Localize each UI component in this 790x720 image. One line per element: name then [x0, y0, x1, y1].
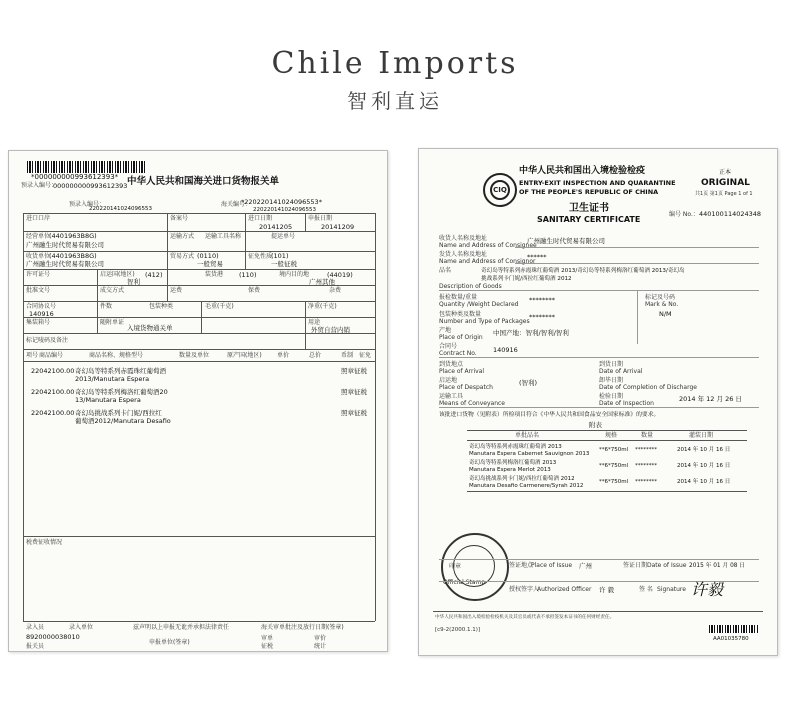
record-label: 备案号	[170, 215, 189, 222]
brand-title: Chile Imports	[271, 46, 519, 81]
annex-row-1-en: Manutara Espera Cabernet Sauvignon 2013	[469, 451, 590, 457]
net-label: 净重(千克)	[308, 303, 337, 310]
reviewer-label: 审单	[261, 635, 274, 642]
annex-row-3-qty: ********	[635, 479, 657, 485]
annex-row-1-qty: ********	[635, 447, 657, 453]
consignee-name: 广州融生时代贸易有限公司	[26, 241, 104, 249]
col-name: 商品名称、规格型号	[89, 352, 144, 359]
annex-row-2-qty: ********	[635, 463, 657, 469]
conveyance-en: Means of Conveyance	[439, 400, 505, 407]
officer-val: 许 毅	[599, 586, 615, 594]
customs-note: 海关审单批注及放行日期(签章)	[261, 624, 344, 631]
brand-header	[0, 46, 790, 114]
pack-cn: 包装种类及数量	[439, 311, 482, 318]
annex-col-qty: 数量	[641, 432, 654, 439]
col-cur: 币制	[341, 352, 354, 359]
col-code: 商品编号	[39, 352, 64, 359]
marks-label: 标记唛码及备注	[26, 337, 69, 344]
bl-label: 提运单号	[271, 233, 296, 240]
annex-row-2-cn: 奇幻岛等特系列梅洛红葡萄酒 2013	[469, 460, 557, 466]
customs-barcode-text: *000000000993612393*	[31, 173, 119, 181]
discharge-cn: 卸毕日期	[599, 377, 624, 384]
marks-en: Mark & No.	[645, 301, 679, 308]
discharge-en: Date of Completion of Discharge	[599, 384, 697, 391]
customs-no: 000000000993612393	[53, 182, 128, 190]
receiver-name: 广州融生时代贸易有限公司	[26, 260, 104, 268]
entry-person-label: 录入员	[26, 624, 45, 631]
consignee-cn: 收货人名称及地址	[439, 235, 488, 242]
pack-val: ********	[529, 313, 555, 321]
customs-title: 中华人民共和国海关进口货物报关单	[127, 176, 280, 187]
qty-val: ********	[529, 296, 555, 304]
item-1-code: 22042100.00	[31, 367, 75, 375]
issue-date-en: Date of Issue	[647, 562, 687, 569]
item-2-name2: 13/Manutara Espera	[75, 396, 141, 404]
vessel-label: 运输工具名称	[205, 233, 242, 240]
annex-col-name: 单批品名	[515, 432, 540, 439]
license-label: 许可证号	[26, 271, 51, 278]
item-2-code: 22042100.00	[31, 388, 75, 396]
annex-col-date: 灌装日期	[689, 432, 714, 439]
seal-en: Official Stamp	[443, 579, 486, 586]
pieces-label: 件数	[100, 303, 113, 310]
arrival-date-cn: 到货日期	[599, 361, 624, 368]
issue-place-en: Place of Issue	[531, 562, 573, 569]
hdr-no: 220220141024096553	[253, 207, 316, 213]
item-2-levy: 照章征税	[341, 388, 367, 396]
consignee-val: 广州融生时代贸易有限公司	[527, 237, 605, 245]
dest-val: 广州其他	[309, 278, 335, 286]
issue-place: 广州	[579, 562, 592, 570]
annex-row-1-date: 2014 年 10 月 16 日	[677, 447, 731, 453]
goods-val2: 挑战系列卡门妮/西拉红葡萄酒 2012	[481, 276, 572, 282]
qty-en: Quantity /Weight Declared	[439, 301, 519, 308]
gross-label: 毛重(千克)	[205, 303, 234, 310]
docs-val: 入境货物通关单	[127, 324, 173, 332]
consignee-label: 经营单位	[26, 233, 51, 240]
trade-code: (0110)	[197, 252, 219, 260]
declare-unit: 申报单位(签章)	[149, 639, 190, 646]
col-total: 总价	[309, 352, 322, 359]
consignor-cn: 发货人名称及地址	[439, 251, 488, 258]
freight-label: 运费	[170, 287, 183, 294]
dest-code: (44019)	[327, 271, 353, 279]
col-price: 单价	[277, 352, 290, 359]
levy-val: 一般征税	[271, 260, 297, 268]
goods-en: Description of Goods	[439, 283, 502, 290]
annex-row-1-cn: 奇幻岛等特系列赤霞珠红葡萄酒 2013	[469, 444, 562, 450]
origin-val: 智利	[127, 278, 140, 286]
cert-no-label: 编号 No.：	[669, 211, 699, 218]
issue-place-cn: 签证地点	[509, 562, 534, 569]
entry-code: 8920000038010	[26, 633, 80, 641]
receiver-code: (4401963B8G)	[49, 252, 97, 260]
col-levy: 征免	[359, 352, 372, 359]
pricing-label: 审价	[314, 635, 327, 642]
port-label: 进口口岸	[26, 215, 51, 222]
consignee-en: Name and Address of Consignee	[439, 242, 537, 249]
approval-label: 批准文号	[26, 287, 51, 294]
origin-code: (412)	[145, 271, 163, 279]
item-3-code: 22042100.00	[31, 409, 75, 417]
contract-val: 140916	[493, 346, 518, 354]
doc-title-en: SANITARY CERTIFICATE	[537, 215, 641, 224]
signature-en: Signature	[657, 586, 686, 593]
annex-col-spec: 规格	[605, 432, 618, 439]
port-load-code: (110)	[239, 271, 257, 279]
contract-val: 140916	[29, 310, 54, 318]
annex-row-1-spec: **6*750ml	[599, 447, 629, 453]
cert-title-cn: 中华人民共和国出入境检验检疫	[519, 166, 646, 176]
col-qty: 数量及单位	[179, 352, 210, 359]
item-1-levy: 照章征税	[341, 367, 367, 375]
result-text: 该批进口货物（见附表）所检项目符合《中华人民共和国食品安全国家标准》的要求。	[439, 412, 660, 418]
stats-label: 统计	[314, 643, 327, 650]
handwritten-signature: 许毅	[691, 580, 724, 599]
annex-label: 附表	[589, 421, 602, 429]
import-date: 20141205	[259, 223, 293, 231]
port-load-label: 装货港	[205, 271, 224, 278]
item-2-name1: 奇幻岛等特系列梅洛红葡萄酒20	[75, 388, 168, 396]
statement: 兹声明以上申报无讹并承担法律责任	[133, 624, 230, 631]
arrival-place-cn: 到货地点	[439, 361, 464, 368]
cert-no: 440100114024348	[699, 210, 762, 218]
col-country: 原产国(地区)	[227, 352, 262, 359]
despatch-en: Place of Despatch	[439, 384, 493, 391]
inspect-date-en: Date of Inspection	[599, 400, 654, 407]
container-label: 集装箱号	[26, 319, 51, 326]
inspect-date-cn: 检验日期	[599, 393, 624, 400]
annex-row-2-spec: **6*750ml	[599, 463, 629, 469]
annex-row-3-en: Manutara Desafio Carmenere/Syrah 2012	[469, 483, 584, 489]
issue-date-cn: 签证日期	[623, 562, 648, 569]
consignor-en: Name and Address of Consignor	[439, 258, 536, 265]
arrival-place-en: Place of Arrival	[439, 368, 485, 375]
item-3-name1: 奇幻岛挑战系列卡门妮/西拉红	[75, 409, 162, 417]
contract-label: 合同协议号	[26, 303, 57, 310]
declare-no-barcode: *220220141024096553*	[241, 198, 322, 206]
ciq-emblem-text: CIQ	[490, 180, 510, 200]
pack-en: Number and Type of Packages	[439, 318, 530, 325]
col-item: 项号	[26, 352, 39, 359]
pack-label: 包装种类	[149, 303, 174, 310]
declarant-label: 报关员	[26, 643, 45, 650]
record-no: 220220141024096553	[89, 206, 152, 212]
consignee-code: (4401963B8G)	[49, 232, 97, 240]
contract-en: Contract No.	[439, 350, 477, 357]
contract-cn: 合同号	[439, 343, 458, 350]
trade-val: 一般贸易	[197, 260, 223, 268]
despatch-cn: 启运地	[439, 377, 458, 384]
import-date-label: 进口日期	[248, 215, 273, 222]
declare-date: 20141209	[321, 223, 355, 231]
cert-title-en1: ENTRY-EXIT INSPECTION AND QUARANTINE	[519, 179, 676, 187]
origin-cn: 产地	[439, 327, 452, 334]
marks-val: N/M	[659, 310, 672, 318]
item-3-name2: 葡萄酒2012/Manutara Desafio	[75, 417, 171, 425]
officer-cn: 授权签字人	[509, 586, 540, 593]
goods-val1: 奇幻岛等特系列赤霞珠红葡萄酒 2013/奇幻岛等特系列梅洛红葡萄酒 2013/奇幻岛	[481, 268, 685, 274]
ciq-emblem	[483, 173, 517, 207]
docs-label: 随附单证	[100, 319, 125, 326]
conveyance-cn: 运输工具	[439, 393, 464, 400]
levy-tax-label: 征税	[261, 643, 274, 650]
goods-cn: 品名	[439, 267, 452, 274]
consignor-val: ******	[527, 253, 547, 261]
annex-row-3-spec: **6*750ml	[599, 479, 629, 485]
item-1-name2: 2013/Manutara Espera	[75, 375, 150, 383]
origin-en: Place of Origin	[439, 334, 483, 341]
premium-label: 保费	[248, 287, 261, 294]
cert-footer: 中华人民共和国出入境检验检疫机关及其官员或代表不承担签发本证书的任何财经责任。	[435, 615, 615, 620]
qty-cn: 报检数量/重量	[439, 294, 478, 301]
use-val: 外贸自营内销	[311, 326, 350, 334]
doc-title-cn: 卫生证书	[569, 203, 609, 214]
annex-row-2-date: 2014 年 10 月 16 日	[677, 463, 731, 469]
origin-label: 启运国(地区)	[100, 271, 135, 278]
annex-row-3-cn: 奇幻岛挑战系列卡门妮/西拉红葡萄酒 2012	[469, 476, 575, 482]
levy-label: 征免性质	[248, 253, 273, 260]
hdr-no-label: 海关编号：	[221, 201, 252, 208]
record-no-label: 预录入编号：	[69, 201, 106, 208]
marks-cn: 标记及号码	[645, 294, 676, 301]
receiver-label: 收货单位	[26, 253, 51, 260]
original-cn: 正本	[719, 169, 732, 176]
prefill-no-label: 预录入编号：	[21, 182, 58, 189]
levy-code: (101)	[271, 252, 289, 260]
misc-label: 杂费	[329, 287, 342, 294]
declare-date-label: 申报日期	[308, 215, 333, 222]
page-info: 共1页 第1页 Page 1 of 1	[695, 191, 753, 197]
original-en: ORIGINAL	[701, 178, 750, 188]
entry-unit-label: 录入单位	[69, 624, 94, 631]
tax-label: 税费征收情况	[26, 539, 63, 546]
despatch-val: (智利)	[519, 379, 538, 387]
trade-label: 贸易方式	[170, 253, 195, 260]
arrival-date-en: Date of Arrival	[599, 368, 643, 375]
customs-declaration-scan	[8, 150, 388, 652]
sanitary-certificate-scan	[418, 148, 778, 656]
cert-title-en2: OF THE PEOPLE'S REPUBLIC OF CHINA	[519, 188, 659, 196]
signature-cn: 签 名	[639, 586, 653, 593]
serial-barcode	[709, 625, 759, 633]
officer-en: Authorized Officer	[537, 586, 592, 593]
item-1-name1: 奇幻岛等特系列赤霞珠红葡萄酒	[75, 367, 166, 375]
use-label: 用途	[308, 319, 321, 326]
seal-label: 印章	[449, 563, 462, 570]
item-3-levy: 照章征税	[341, 409, 367, 417]
transport-label: 运输方式	[170, 233, 195, 240]
cert-serial: AA01035780	[713, 636, 749, 642]
brand-subtitle: 智利直运	[347, 89, 443, 113]
customs-barcode	[27, 161, 147, 173]
annex-row-3-date: 2014 年 10 月 16 日	[677, 479, 731, 485]
inspect-date: 2014 年 12 月 26 日	[679, 395, 742, 403]
deal-label: 成交方式	[100, 287, 125, 294]
issue-date: 2015 年 01 月 08 日	[689, 563, 746, 569]
origin-val: 中国产地：智利/智利/智利	[493, 329, 569, 337]
cert-footer-code: [c9-2(2000.1.1)]	[435, 627, 481, 633]
dest-label: 境内目的地	[279, 271, 310, 278]
annex-row-2-en: Manutara Espera Merlot 2013	[469, 467, 551, 473]
